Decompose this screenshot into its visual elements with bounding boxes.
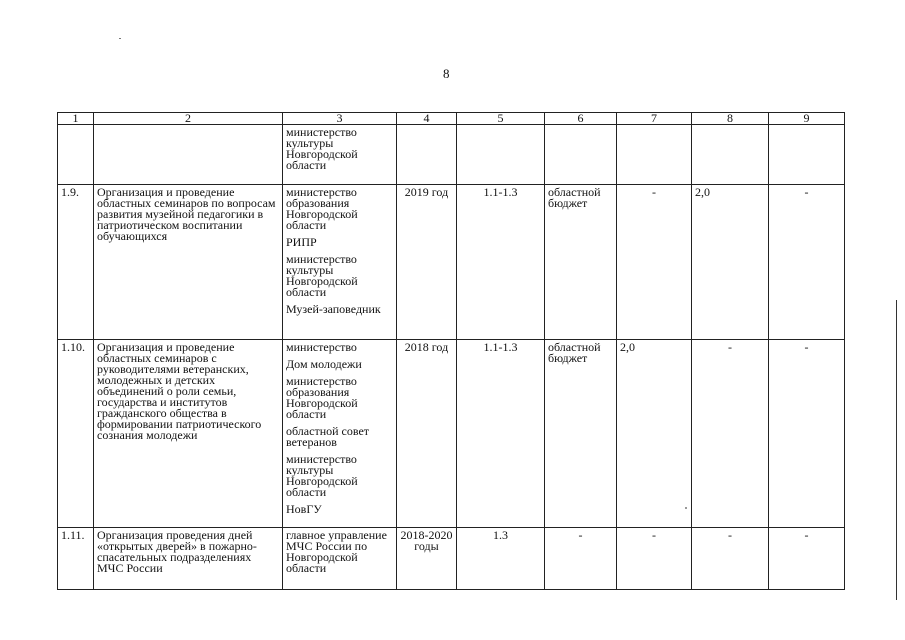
indicator (457, 125, 545, 185)
table-row (58, 125, 845, 185)
column-header: 9 (769, 113, 845, 125)
value-col9 (769, 125, 845, 185)
value-col8: 2,0 (692, 185, 769, 340)
table-row (58, 340, 845, 528)
indicator: 1.1-1.3 (457, 185, 545, 340)
value-col9: - (769, 185, 845, 340)
executor: главное управление МЧС России по Новгородской области (286, 528, 387, 575)
event-description: Организация и проведение областных семинаров с руководителями ветеранских, молодежных и детских объединений о роли семьи, государства и институтов гражданского общества в формировании патриотического сознания молодежи (94, 340, 283, 528)
value-col7 (617, 125, 692, 185)
item-number: 1.11. (58, 528, 94, 590)
column-header: 7 (617, 113, 692, 125)
value-col9: - (769, 528, 845, 590)
executor: министерство образования Новгородской области (286, 374, 358, 421)
value-col7: 2,0 (617, 340, 692, 528)
item-number: 1.10. (58, 340, 94, 528)
executors-cell (283, 340, 397, 528)
column-header: 3 (283, 113, 397, 125)
value-col7: - (617, 185, 692, 340)
value-col9: - (769, 340, 845, 528)
period (397, 125, 457, 185)
period: 2018-2020 годы (397, 528, 457, 590)
funding-source: - (545, 528, 617, 590)
value-col8: - (692, 340, 769, 528)
event-description (94, 125, 283, 185)
period: 2018 год (397, 340, 457, 528)
funding-source (545, 125, 617, 185)
table-row (58, 528, 845, 590)
page-number: 8 (443, 66, 450, 81)
table-header-row (58, 113, 845, 125)
column-header: 8 (692, 113, 769, 125)
column-header: 1 (58, 113, 94, 125)
executor: министерство культуры Новгородской области (286, 452, 358, 499)
executors-cell (283, 125, 397, 185)
executor: РИПР (286, 235, 317, 249)
item-number (58, 125, 94, 185)
funding-source: областной бюджет (545, 185, 617, 340)
executor: министерство (286, 340, 357, 354)
column-header: 4 (397, 113, 457, 125)
column-header: 6 (545, 113, 617, 125)
event-description: Организация и проведение областных семинаров по вопросам развития музейной педагогики в патриотическом воспитании обучающихся (94, 185, 283, 340)
column-header: 5 (457, 113, 545, 125)
executors-cell (283, 528, 397, 590)
indicator: 1.1-1.3 (457, 340, 545, 528)
executor: НовГУ (286, 502, 322, 516)
value-col8 (692, 125, 769, 185)
executor: Музей-заповедник (286, 302, 381, 316)
executor: областной совет ветеранов (286, 424, 370, 449)
measures-table (57, 112, 845, 590)
period: 2019 год (397, 185, 457, 340)
scan-speck (119, 38, 121, 39)
column-header: 2 (94, 113, 283, 125)
funding-source: областной бюджет (545, 340, 617, 528)
value-col8: - (692, 528, 769, 590)
indicator: 1.3 (457, 528, 545, 590)
item-number: 1.9. (58, 185, 94, 340)
executor: министерство образования Новгородской области (286, 185, 358, 232)
executor: министерство культуры Новгородской области (286, 252, 358, 299)
executor: министерство культуры Новгородской области (286, 125, 358, 172)
value-col7: - (617, 528, 692, 590)
table-row (58, 185, 845, 340)
executors-cell (283, 185, 397, 340)
executor: Дом молодежи (286, 357, 362, 371)
event-description: Организация проведения дней «открытых дверей» в пожарно-спасательных подразделениях МЧС России (94, 528, 283, 590)
scan-edge-line (896, 300, 897, 600)
